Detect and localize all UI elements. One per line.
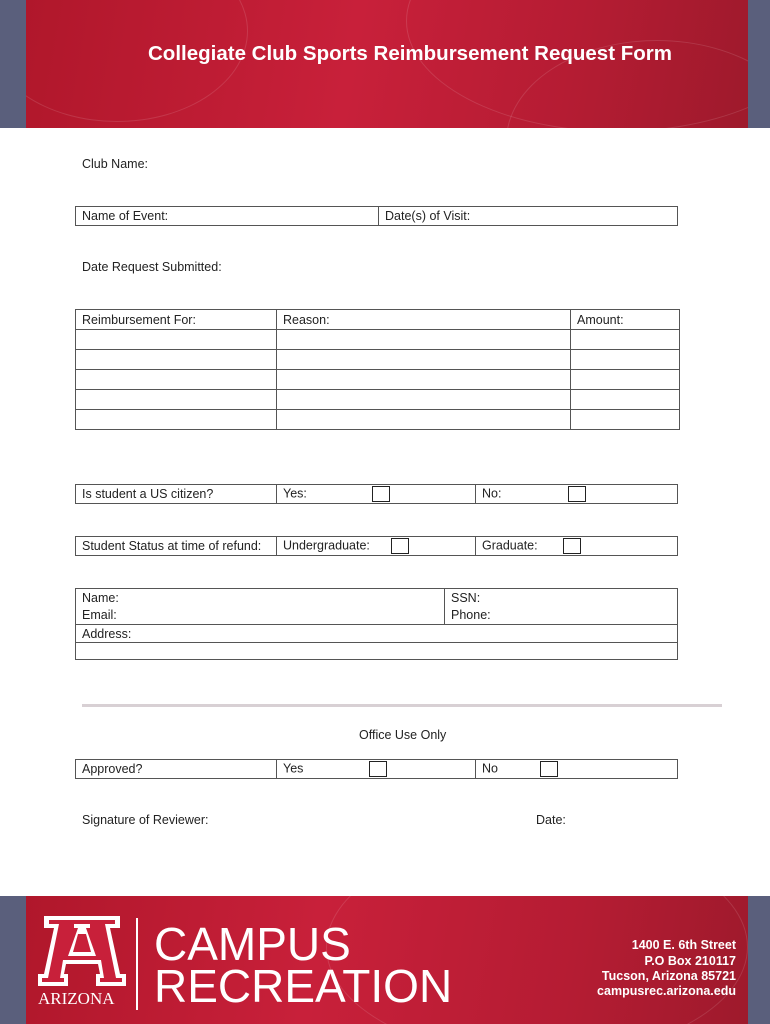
reimbursement-for-cell[interactable]	[76, 370, 277, 390]
ssn-field[interactable]: SSN:	[445, 589, 678, 607]
reimbursement-table	[75, 309, 680, 430]
approved-label: Approved?	[76, 760, 277, 779]
citizen-no-checkbox[interactable]	[568, 486, 586, 502]
email-field[interactable]: Email:	[76, 607, 445, 625]
office-use-heading: Office Use Only	[359, 728, 447, 742]
campus-title-line1: CAMPUS	[154, 918, 351, 970]
undergraduate-checkbox[interactable]	[391, 538, 409, 554]
amount-cell[interactable]	[571, 350, 680, 370]
citizen-yes-cell	[277, 485, 476, 504]
header-side-left	[0, 0, 26, 128]
event-table	[75, 206, 678, 226]
table-row	[76, 410, 680, 430]
logo-divider	[136, 918, 138, 1010]
approved-no-cell	[476, 760, 678, 779]
approved-yes-cell	[277, 760, 476, 779]
reason-cell[interactable]	[277, 390, 571, 410]
approved-yes-label: Yes	[283, 761, 304, 776]
page-title: Collegiate Club Sports Reimbursement Request Form	[148, 42, 672, 65]
table-row	[76, 370, 680, 390]
date-request-submitted-label: Date Request Submitted:	[82, 260, 222, 274]
reimbursement-for-cell[interactable]	[76, 410, 277, 430]
citizen-no-label: No:	[482, 486, 502, 501]
amount-header: Amount:	[571, 310, 680, 330]
signature-date-label: Date:	[536, 813, 566, 827]
reason-cell[interactable]	[277, 410, 571, 430]
table-row	[76, 390, 680, 410]
campus-title-line2: RECREATION	[154, 960, 453, 1012]
approved-no-label: No	[482, 761, 498, 776]
citizen-yes-label: Yes:	[283, 486, 307, 501]
reason-cell[interactable]	[277, 330, 571, 350]
table-row	[76, 330, 680, 350]
amount-cell[interactable]	[571, 370, 680, 390]
address-field[interactable]: Address:	[76, 625, 678, 643]
reimbursement-for-cell[interactable]	[76, 330, 277, 350]
footer-address-line: Tucson, Arizona 85721	[601, 969, 736, 983]
reimbursement-for-cell[interactable]	[76, 350, 277, 370]
citizen-table	[75, 484, 678, 504]
approved-no-checkbox[interactable]	[540, 761, 558, 777]
amount-cell[interactable]	[571, 330, 680, 350]
signature-label: Signature of Reviewer:	[82, 813, 209, 827]
reimbursement-for-header: Reimbursement For:	[76, 310, 277, 330]
arizona-a-logo	[36, 912, 128, 988]
graduate-label: Graduate:	[482, 538, 538, 553]
address-continuation[interactable]	[76, 643, 678, 660]
approval-table	[75, 759, 678, 779]
amount-cell[interactable]	[571, 390, 680, 410]
divider	[82, 704, 722, 707]
approved-yes-checkbox[interactable]	[369, 761, 387, 777]
footer-address-line: 1400 E. 6th Street	[631, 938, 736, 952]
arizona-wordmark: ARIZONA	[38, 989, 115, 1008]
citizen-yes-checkbox[interactable]	[372, 486, 390, 502]
amount-cell[interactable]	[571, 410, 680, 430]
student-status-table	[75, 536, 678, 556]
reason-cell[interactable]	[277, 370, 571, 390]
footer-address-line: P.O Box 210117	[644, 954, 736, 968]
undergraduate-cell	[277, 537, 476, 556]
phone-field[interactable]: Phone:	[445, 607, 678, 625]
reimbursement-for-cell[interactable]	[76, 390, 277, 410]
citizen-no-cell	[476, 485, 678, 504]
footer-website-link[interactable]: campusrec.arizona.edu	[597, 984, 736, 998]
contact-table	[75, 588, 678, 660]
header-side-right	[748, 0, 770, 128]
name-field[interactable]: Name:	[76, 589, 445, 607]
name-of-event-field[interactable]: Name of Event:	[76, 207, 379, 226]
graduate-checkbox[interactable]	[563, 538, 581, 554]
table-row	[76, 350, 680, 370]
club-name-label: Club Name:	[82, 157, 148, 171]
footer-side-right	[748, 896, 770, 1024]
footer-side-left	[0, 896, 26, 1024]
reason-cell[interactable]	[277, 350, 571, 370]
citizen-question: Is student a US citizen?	[76, 485, 277, 504]
undergraduate-label: Undergraduate:	[283, 538, 370, 553]
student-status-label: Student Status at time of refund:	[76, 537, 277, 556]
dates-of-visit-field[interactable]: Date(s) of Visit:	[379, 207, 678, 226]
reason-header: Reason:	[277, 310, 571, 330]
graduate-cell	[476, 537, 678, 556]
